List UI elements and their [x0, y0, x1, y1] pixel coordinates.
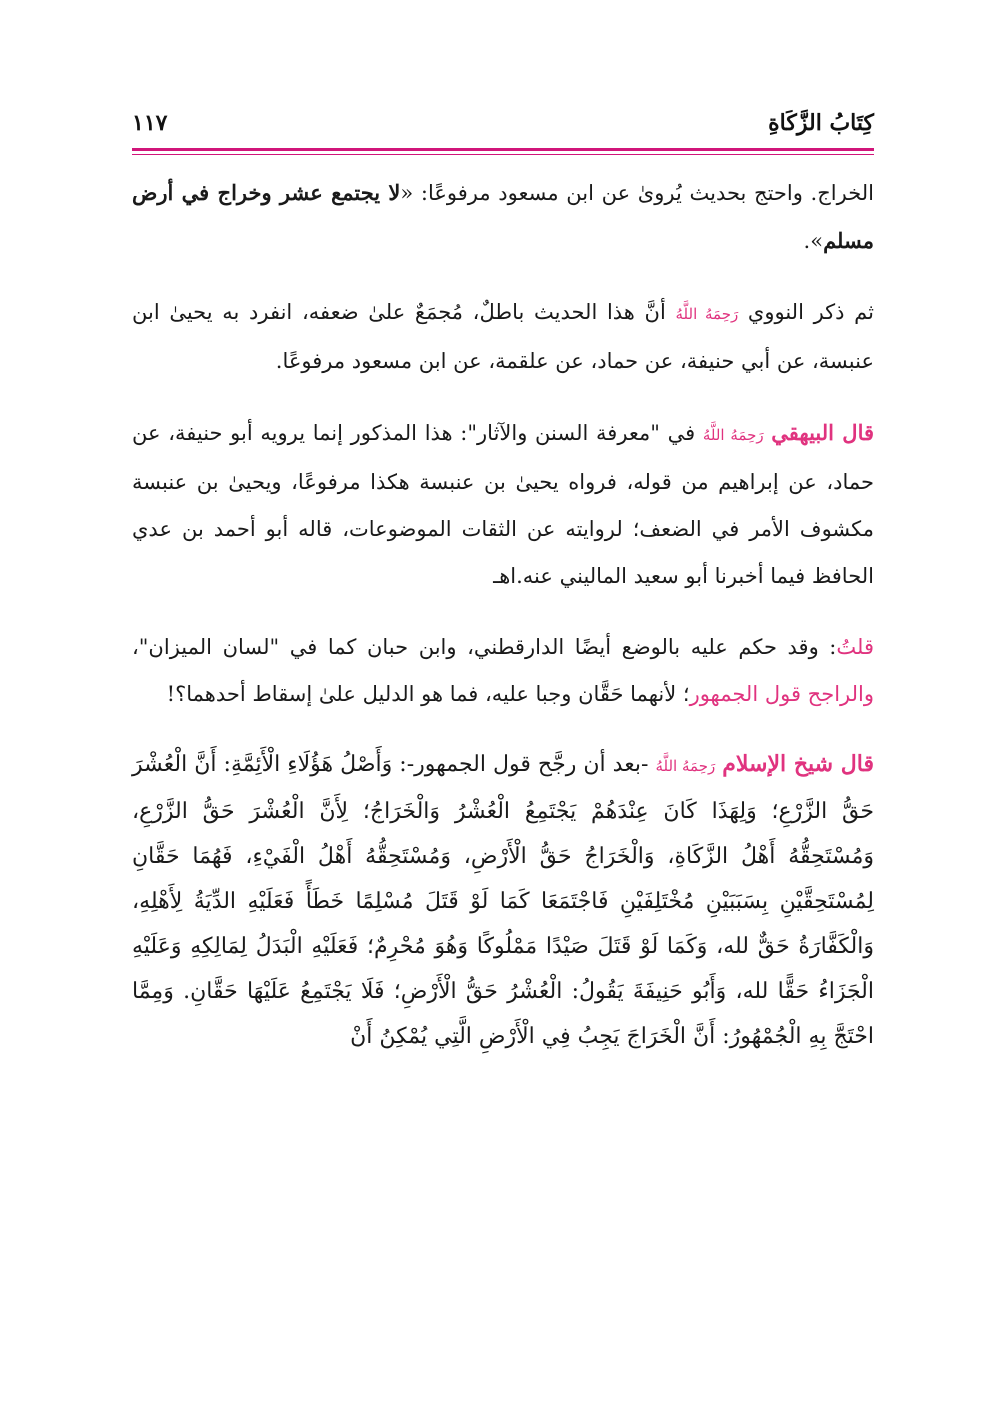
paragraph-5-text-a: -بعد أن رجَّح قول الجمهور-: [392, 752, 656, 777]
paragraph-4-text-a: : وقد حكم عليه بالوضع أيضًا الدارقطني، وابن حبان كما في "لسان الميزان"، [132, 635, 837, 659]
paragraph-3 [132, 409, 874, 600]
paragraph-1-text: الخراج. واحتج بحديث يُروىٰ عن ابن مسعود مرفوعًا: « [400, 181, 874, 205]
author-note-label: قلتُ [836, 635, 874, 659]
paragraph-1-end: ». [803, 229, 824, 253]
page-number: ١١٧ [132, 110, 168, 136]
paragraph-4 [132, 624, 874, 718]
paragraph-3-text: في "معرفة السنن والآثار": هذا المذكور إنما يرويه أبو حنيفة، عن حماد، عن إبراهيم من قوله، فرواه يحيىٰ بن عنبسة هكذا مرفوعًا، ويحيىٰ بن عنبسة مكشوف الأمر في الضعف؛ لروايته عن الثقات الموضوعات، قاله أبو أحمد بن عدي الحافظ فيما أخبرنا أبو سعيد الماليني عنه.اهـ [132, 421, 874, 588]
paragraph-4-text-b: ؛ لأنهما حَقَّان وجبا عليه، فما هو الدليل علىٰ إسقاط أحدهما؟! [166, 682, 690, 706]
paragraph-1 [132, 169, 874, 265]
paragraph-2 [132, 289, 874, 385]
header-rule-thick [132, 148, 874, 151]
chapter-title: كِتَابُ الزَّكَاةِ [768, 110, 874, 136]
quoted-passage: وَأَصْلُ هَؤُلَاءِ الْأَئِمَّةِ: أَنَّ الْعُشْرَ حَقُّ الزَّرْعِ؛ وَلِهَذَا كَانَ عِنْدَهُمْ يَجْتَمِعُ الْعُشْرُ وَالْخَرَاجُ؛ لِأَنَّ الْعُشْرَ حَقُّ الزَّرْعِ، وَمُسْتَحِقُّهُ أَهْلُ الزَّكَاةِ، وَالْخَرَاجُ حَقُّ الْأَرْضِ، وَمُسْتَحِقُّهُ أَهْلُ الْفَيْءِ، فَهُمَا حَقَّانِ لِمُسْتَحِقَّيْنِ بِسَبَبَيْنِ مُخْتَلِفَيْنِ فَاجْتَمَعَا كَمَا لَوْ قَتَلَ مُسْلِمًا خَطَأً فَعَلَيْهِ الدِّيَةُ لِأَهْلِهِ، وَالْكَفَّارَةُ حَقٌّ لله، وَكَمَا لَوْ قَتَلَ صَيْدًا مَمْلُوكًا وَهُوَ مُحْرِمٌ؛ فَعَلَيْهِ الْبَدَلُ لِمَالِكِهِ وَعَلَيْهِ الْجَزَاءُ حَقًّا لله، وَأَبُو حَنِيفَةَ يَقُولُ: الْعُشْرُ حَقُّ الْأَرْضِ؛ فَلَا يَجْتَمِعُ عَلَيْهَا حَقَّانِ. وَمِمَّا احْتَجَّ بِهِ الْجُمْهُورُ: أَنَّ الْخَرَاجَ يَجِبُ فِي الْأَرْضِ الَّتِي يُمْكِنُ أَنْ [132, 752, 874, 1049]
honorific-symbol: رَحِمَهُ اللَّهُ [675, 305, 739, 323]
preferred-opinion: والراجح قول الجمهور [689, 682, 874, 706]
hadith-text: لا يجتمع عشر وخراج في أرض مسلم [132, 180, 874, 253]
honorific-symbol: رَحِمَهُ اللَّهُ [655, 757, 716, 775]
speaker-label: قال شيخ الإسلام [722, 751, 875, 777]
page [132, 96, 874, 1059]
paragraph-2-text-b: أنَّ هذا الحديث باطلٌ، مُجمَعٌ علىٰ ضعفه، انفرد به يحيىٰ ابن عنبسة، عن أبي حنيفة، عن حماد، عن علقمة، عن ابن مسعود مرفوعًا. [132, 300, 874, 373]
speaker-label: قال البيهقي [771, 420, 875, 445]
paragraph-2-text-a: ثم ذكر النووي [738, 300, 875, 324]
honorific-symbol: رَحِمَهُ اللَّهُ [702, 426, 764, 444]
paragraph-5 [132, 742, 874, 1059]
running-header [132, 96, 874, 148]
